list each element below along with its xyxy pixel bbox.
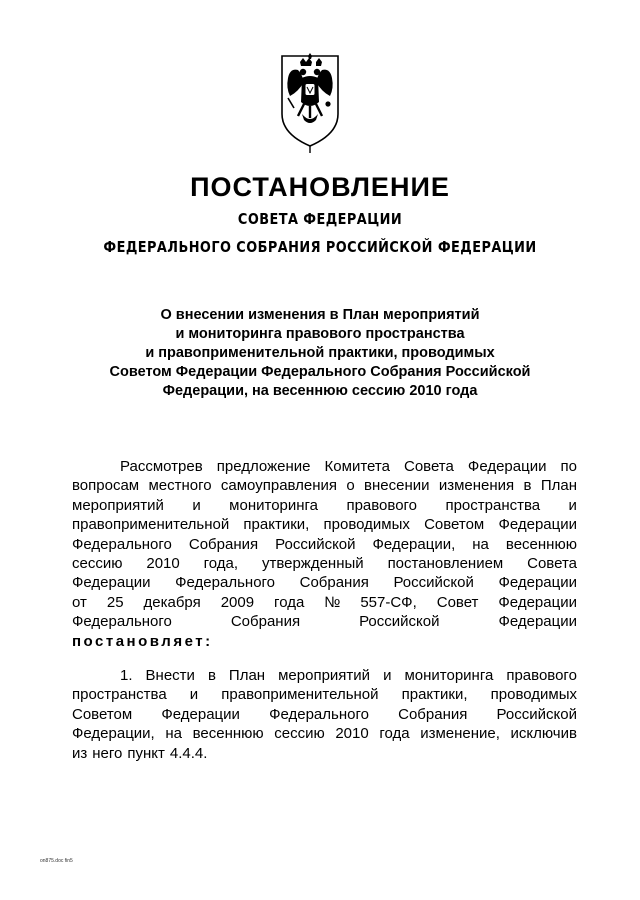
word: и — [189, 686, 199, 704]
word: Федерации — [498, 593, 577, 611]
word: проводимых — [323, 516, 410, 534]
word: правового — [506, 667, 577, 684]
subject-line: и мониторинга правового пространства — [175, 326, 465, 342]
subject-line: Советом Федерации Федерального Собрания Российской — [109, 364, 531, 380]
preamble-line — [72, 457, 577, 476]
word: Федерального — [72, 535, 172, 553]
preamble-line — [72, 476, 577, 495]
word: изменение, — [420, 725, 500, 743]
word: Федерации, — [72, 725, 155, 743]
word: 2009 — [220, 593, 255, 611]
word: Совета — [527, 554, 577, 572]
word: Советом — [72, 705, 133, 723]
item-line — [72, 724, 577, 743]
word: Российской — [359, 613, 440, 631]
word: постановлением — [387, 554, 504, 572]
word: мероприятий — [72, 496, 164, 514]
word: Рассмотрев — [120, 458, 203, 475]
item-line — [72, 685, 577, 704]
word: проводимых — [490, 686, 577, 704]
word: и — [568, 496, 577, 514]
word: Собрания — [188, 535, 259, 553]
subject-line: и правоприменительной практики, проводимых — [145, 345, 495, 361]
coat-of-arms-emblem — [276, 52, 344, 154]
word: по — [560, 458, 577, 475]
word: года — [274, 593, 305, 611]
word: от — [72, 593, 87, 611]
word: Федерального — [269, 705, 369, 723]
word: мониторинга — [229, 496, 319, 514]
word: 1. — [120, 667, 133, 684]
word: Федерации — [498, 613, 577, 631]
resolution-subject — [60, 306, 580, 401]
preamble-line — [72, 554, 577, 573]
word: Собрания — [230, 613, 301, 631]
word: 2010 — [146, 554, 180, 572]
preamble-line — [72, 573, 577, 592]
word: мониторинга — [404, 667, 494, 684]
word: и — [192, 496, 201, 514]
word: Комитета — [324, 458, 390, 475]
word: План — [540, 477, 577, 495]
word: на — [165, 725, 182, 743]
word: № — [324, 593, 341, 611]
word: пункт — [127, 744, 165, 762]
word: Советом — [424, 516, 485, 534]
word: Совет — [436, 593, 479, 611]
word: Федерации — [498, 574, 577, 592]
issuer-line-1: СОВЕТА ФЕДЕРАЦИИ — [237, 210, 403, 228]
word: Федерации — [467, 458, 547, 475]
preamble-line — [72, 612, 577, 631]
document-type-title: ПОСТАНОВЛЕНИЕ — [190, 172, 450, 202]
word: Федерации — [161, 705, 240, 723]
word: 2010 — [335, 725, 369, 743]
word: предложение — [216, 458, 311, 475]
word: Федерального — [72, 613, 172, 631]
word: вопросам — [72, 477, 140, 495]
word: правового — [346, 496, 418, 514]
word: 25 — [106, 593, 124, 611]
word: сессию — [72, 554, 123, 572]
word: пространства — [72, 686, 167, 704]
word: Собрания — [299, 574, 369, 592]
word: практики, — [243, 516, 310, 534]
word: Федерации — [498, 516, 577, 534]
word: исключив — [510, 725, 577, 743]
word: утвержденный — [261, 554, 364, 572]
item-line — [72, 666, 577, 685]
subject-line: О внесении изменения в План мероприятий — [160, 307, 480, 323]
preamble-line — [72, 593, 577, 612]
word: года — [379, 725, 410, 743]
item-1-paragraph — [72, 666, 577, 763]
word: Собрания — [398, 705, 468, 723]
word: о — [346, 477, 355, 495]
word: изменения — [438, 477, 515, 495]
word: весеннюю — [192, 725, 264, 743]
file-reference: on875.doc fin5 — [40, 858, 73, 864]
item-line — [72, 744, 577, 763]
issuer-line-2: ФЕДЕРАЛЬНОГО СОБРАНИЯ РОССИЙСКОЙ ФЕДЕРАЦИИ — [103, 238, 537, 256]
word: внесении — [364, 477, 430, 495]
word: Российской — [275, 535, 356, 553]
word: сессию — [274, 725, 325, 743]
word: Российской — [393, 574, 474, 592]
word: План — [228, 667, 266, 684]
preamble-paragraph — [72, 457, 577, 651]
word: пространства — [445, 496, 541, 514]
decree-word: постановляет: — [72, 632, 213, 650]
word: практики, — [401, 686, 468, 704]
word: него — [92, 744, 123, 762]
word: правоприменительной — [221, 686, 379, 704]
word: местного — [148, 477, 212, 495]
preamble-line — [72, 515, 577, 534]
word: самоуправления — [220, 477, 338, 495]
word: Федерации — [72, 574, 151, 592]
word: правоприменительной — [72, 516, 230, 534]
word: мероприятий — [278, 667, 371, 684]
word: Внести — [145, 667, 195, 684]
word: в — [523, 477, 532, 495]
word: из — [72, 744, 88, 762]
word: на — [472, 535, 489, 553]
word: года, — [203, 554, 239, 572]
item-line — [72, 705, 577, 724]
word: весеннюю — [505, 535, 577, 553]
word: Федерального — [175, 574, 276, 592]
preamble-line — [72, 496, 577, 515]
word: Совета — [403, 458, 454, 475]
decree-line — [72, 632, 577, 651]
word: 4.4.4. — [169, 744, 208, 762]
word: 557-СФ, — [360, 593, 417, 611]
word: Российской — [496, 705, 577, 723]
word: декабря — [143, 593, 201, 611]
preamble-line — [72, 535, 577, 554]
word: и — [383, 667, 392, 684]
word: в — [207, 667, 216, 684]
subject-line: Федерации, на весеннюю сессию 2010 года — [162, 383, 478, 399]
word: Федерации, — [372, 535, 456, 553]
